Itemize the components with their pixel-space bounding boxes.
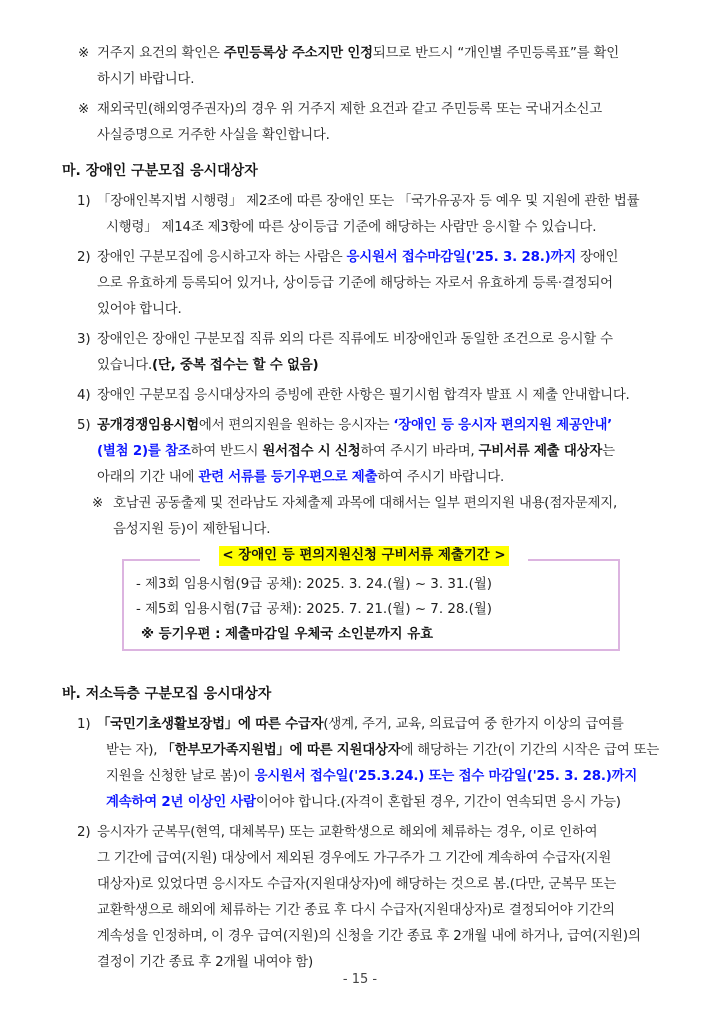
- body-text: 에서 편의지원을 원하는 응시자는: [198, 418, 394, 433]
- item-line: [106, 218, 596, 238]
- item-line: [97, 300, 182, 320]
- reference-mark: ※: [78, 46, 90, 61]
- body-text: 그 기간에 급여(지원) 대상에서 제외된 경우에도 가구주가 그 기간에 계속하여 수급자(지원: [97, 851, 612, 866]
- item-line: [97, 953, 313, 973]
- emphasis-blue-text: 계속하여 2년 이상인 사람: [106, 795, 256, 810]
- item-line: [97, 442, 615, 462]
- body-text: 지원을 신청한 날로 봄)이: [106, 769, 255, 784]
- body-text: 장애인 구분모집에 응시하고자 하는 사람은: [97, 250, 347, 265]
- emphasis-bold-text: 원서접수 시 신청: [262, 444, 361, 459]
- item-line: [97, 274, 613, 294]
- body-text: 시행령」 제14조 제3항에 따른 상이등급 기준에 해당하는 사람만 응시할 수 있습니다.: [106, 220, 597, 235]
- item-line: [97, 356, 318, 376]
- page-number: - 15 -: [342, 972, 378, 987]
- period-row: - 제5회 임용시험(7급 공채): 2025. 7. 21.(월) ~ 7. 28.(월): [136, 602, 493, 617]
- item-line: [106, 767, 637, 787]
- body-text: 호남권 공동출제 및 전라남도 자체출제 과목에 대해서는 일부 편의지원 내용(점자문제지,: [113, 496, 618, 511]
- section-heading-disabled: 마. 장애인 구분모집 응시대상자: [62, 163, 258, 179]
- emphasis-bold-text: 공개경쟁임용시험: [97, 418, 199, 433]
- body-text: 계속성을 인정하며, 이 경우 급여(지원)의 신청을 기간 종료 후 2개월 내에 하거나, 급여(지원)의: [97, 929, 641, 944]
- item-number: 2): [77, 250, 91, 265]
- note-line: [113, 520, 270, 540]
- item-number: 1): [77, 717, 91, 732]
- note-line: [97, 70, 194, 90]
- note-line: [97, 126, 330, 146]
- section-heading-low-income: 바. 저소득층 구분모집 응시대상자: [62, 686, 272, 702]
- item-number: 2): [77, 825, 91, 840]
- item-line: [106, 793, 621, 813]
- body-text: 있습니다.: [97, 358, 152, 373]
- body-text: 장애인: [576, 250, 619, 265]
- emphasis-bold-text: 구비서류 제출 대상자: [478, 444, 603, 459]
- body-text: 장애인 구분모집 응시대상자의 증빙에 관한 사항은 필기시험 합격자 발표 시 제출 안내합니다.: [97, 388, 630, 403]
- body-text: 하여 주시기 바라며,: [360, 444, 479, 459]
- body-text: 이어야 합니다.(자격이 혼합된 경우, 기간이 연속되면 응시 가능): [255, 795, 621, 810]
- emphasis-bold-text: 주민등록상 주소지만 인정: [223, 46, 373, 61]
- note-line: [97, 100, 602, 120]
- emphasis-bold-text: (단, 중복 접수는 할 수 없음): [152, 358, 319, 373]
- item-line: [97, 927, 641, 947]
- emphasis-blue-text: 응시원서 접수일('25.3.24.) 또는 접수 마감일('25. 3. 28.)까지: [254, 769, 638, 784]
- emphasis-bold-text: 「국민기초생활보장법」에 따른 수급자: [97, 717, 324, 732]
- body-text: 대상자)로 있었다면 응시자도 수급자(지원대상자)에 해당하는 것으로 봄.(다만, 군복무 또는: [97, 877, 617, 892]
- emphasis-bold-text: 「한부모가족지원법」에 따른 지원대상자: [161, 743, 401, 758]
- body-text: 는: [602, 444, 615, 459]
- item-line: [97, 386, 630, 406]
- period-row: - 제3회 임용시험(9급 공채): 2025. 3. 24.(월) ~ 3. 31.(월): [136, 577, 493, 592]
- item-line: [106, 741, 659, 761]
- body-text: (생계, 주거, 교육, 의료급여 중 한가지 이상의 급여를: [323, 717, 624, 732]
- body-text: 응시자가 군복무(현역, 대체복무) 또는 교환학생으로 해외에 체류하는 경우, 이로 인하여: [97, 825, 598, 840]
- body-text: 하시기 바랍니다.: [97, 72, 195, 87]
- item-line: [97, 192, 639, 212]
- item-number: 3): [77, 332, 91, 347]
- body-text: 아래의 기간 내에: [97, 470, 199, 485]
- item-line: [97, 248, 618, 268]
- body-text: 교환학생으로 해외에 체류하는 기간 종료 후 다시 수급자(지원대상자)로 결정되어야 기간의: [97, 903, 615, 918]
- item-line: [97, 715, 624, 735]
- note-line: [97, 44, 619, 64]
- body-text: 결정이 기간 종료 후 2개월 내여야 함): [97, 955, 313, 970]
- body-text: 있어야 합니다.: [97, 302, 182, 317]
- emphasis-blue-text: ‘장애인 등 응시자 편의지원 제공안내’: [393, 418, 613, 433]
- box-title-wrapper: [200, 546, 528, 568]
- registered-mail-note: ※ 등기우편 : 제출마감일 우체국 소인분까지 유효: [141, 627, 434, 642]
- item-line: [97, 901, 615, 921]
- body-text: 하여 반드시: [190, 444, 263, 459]
- body-text: 장애인은 장애인 구분모집 직류 외의 다른 직류에도 비장애인과 동일한 조건으로 응시할 수: [97, 332, 613, 347]
- item-number: 4): [77, 388, 91, 403]
- note-line: [113, 494, 617, 514]
- item-line: [97, 330, 613, 350]
- item-number: 1): [77, 194, 91, 209]
- box-title: < 장애인 등 편의지원신청 구비서류 제출기간 >: [219, 546, 508, 566]
- body-text: 되므로 반드시 “개인별 주민등록표”를 확인: [372, 46, 620, 61]
- emphasis-blue-text: 관련 서류를 등기우편으로 제출: [198, 470, 378, 485]
- item-number: 5): [77, 418, 91, 433]
- body-text: 재외국민(해외영주권자)의 경우 위 거주지 제한 요건과 같고 주민등록 또는 국내거소신고: [97, 102, 603, 117]
- body-text: 「장애인복지법 시행령」 제2조에 따른 장애인 또는 「국가유공자 등 예우 및 지원에 관한 법률: [97, 194, 640, 209]
- body-text: 에 해당하는 기간(이 기간의 시작은 급여 또는: [400, 743, 660, 758]
- item-line: [97, 875, 616, 895]
- body-text: 사실증명으로 거주한 사실을 확인합니다.: [97, 128, 330, 143]
- item-line: [97, 849, 611, 869]
- body-text: 음성지원 등)이 제한됩니다.: [113, 522, 271, 537]
- item-line: [97, 468, 504, 488]
- body-text: 거주지 요건의 확인은: [97, 46, 224, 61]
- item-line: [97, 823, 597, 843]
- reference-mark: ※: [92, 496, 104, 511]
- item-line: [97, 416, 612, 436]
- body-text: 으로 유효하게 등록되어 있거나, 상이등급 기준에 해당하는 자로서 유효하게 등록·결정되어: [97, 276, 613, 291]
- emphasis-blue-text: (별첨 2)를 참조: [97, 444, 191, 459]
- reference-mark: ※: [78, 102, 90, 117]
- body-text: 받는 자),: [106, 743, 162, 758]
- emphasis-blue-text: 응시원서 접수마감일('25. 3. 28.)까지: [346, 250, 576, 265]
- body-text: 하여 주시기 바랍니다.: [377, 470, 505, 485]
